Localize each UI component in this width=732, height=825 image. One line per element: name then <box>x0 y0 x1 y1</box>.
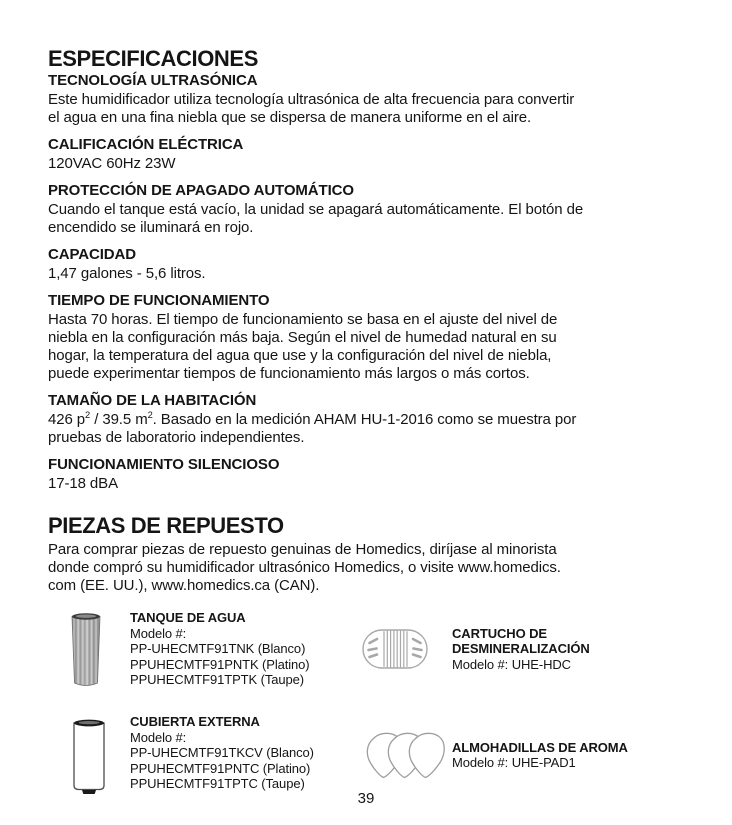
demineralization-cartridge-icon <box>362 629 452 669</box>
part-water-tank <box>70 610 362 688</box>
spec-body-line: Hasta 70 horas. El tiempo de funcionamiento se basa en el ajuste del nivel de <box>48 311 558 328</box>
section-capacity <box>48 246 692 283</box>
part-model-line: PPUHECMTF91TPTK (Taupe) <box>130 672 304 687</box>
superscript: 2 <box>85 410 91 420</box>
part-demineralization-cartridge <box>362 610 692 688</box>
replacement-parts-intro <box>48 541 692 595</box>
spec-heading: FUNCIONAMIENTO SILENCIOSO <box>48 456 280 473</box>
part-model-line: Modelo #: <box>130 625 187 641</box>
page-title: ESPECIFICACIONES <box>48 46 258 71</box>
part-outer-cover <box>70 714 362 796</box>
room-size-text: 426 p <box>48 411 86 428</box>
part-model-line: PPUHECMTF91PNTC (Platino) <box>130 760 311 776</box>
part-text <box>130 610 310 688</box>
spec-body-line: pruebas de laboratorio independientes. <box>48 429 305 446</box>
spec-body-line: puede experimentar tiempos de funcionamiento más largos o más cortos. <box>48 365 530 382</box>
intro-line: com (EE. UU.), www.homedics.ca (CAN). <box>48 577 320 594</box>
spec-body-line: Este humidificador utiliza tecnología ultrasónica de alta frecuencia para convertir <box>48 91 575 108</box>
spec-heading: TIEMPO DE FUNCIONAMIENTO <box>48 292 270 309</box>
part-name: CUBIERTA EXTERNA <box>130 714 260 729</box>
page-number: 39 <box>357 790 375 807</box>
spec-body-line: el agua en una fina niebla que se dispersa de manera uniforme en el aire. <box>48 109 532 126</box>
spec-body-line: hogar, la temperatura del agua que use y la configuración del nivel de niebla, <box>48 347 552 364</box>
spec-body-line: niebla en la configuración más baja. Según el nivel de humedad natural en su <box>48 329 557 346</box>
spec-body-line <box>48 411 692 429</box>
part-name: CARTUCHO DE DESMINERALIZACIÓN <box>452 625 590 657</box>
spec-body-line: 120VAC 60Hz 23W <box>48 155 176 172</box>
intro-line: donde compró su humidificador ultrasónico Homedics, o visite www.homedics. <box>48 559 561 576</box>
spec-body-line: encendido se iluminará en rojo. <box>48 219 254 236</box>
section-room-size <box>48 392 692 447</box>
intro-line: Para comprar piezas de repuesto genuinas de Homedics, diríjase al minorista <box>48 541 557 558</box>
section-electrical-rating <box>48 136 692 173</box>
replacement-parts-title: PIEZAS DE REPUESTO <box>48 513 284 538</box>
spec-body-line: 17-18 dBA <box>48 475 118 492</box>
spec-heading: TECNOLOGÍA ULTRASÓNICA <box>48 72 258 89</box>
part-model-line: Modelo #: <box>130 729 187 745</box>
spec-heading: TAMAÑO DE LA HABITACIÓN <box>48 392 257 409</box>
section-quiet-operation <box>48 456 692 493</box>
room-size-text: . Basado en la medición AHAM HU-1-2016 como se muestra por <box>152 411 577 428</box>
part-model-line: PP-UHECMTF91TNK (Blanco) <box>130 641 306 656</box>
part-model-line: PP-UHECMTF91TKCV (Blanco) <box>130 745 314 760</box>
part-text <box>452 626 624 673</box>
part-name: TANQUE DE AGUA <box>130 610 246 625</box>
water-tank-icon <box>70 610 130 688</box>
part-model-line: Modelo #: UHE-PAD1 <box>452 755 576 770</box>
section-run-time <box>48 292 692 383</box>
spec-heading: CAPACIDAD <box>48 246 136 263</box>
part-model-line: PPUHECMTF91PNTK (Platino) <box>130 656 310 672</box>
section-ultrasonic-technology <box>48 72 692 127</box>
spec-body-line: Cuando el tanque está vacío, la unidad se apagará automáticamente. El botón de <box>48 201 584 218</box>
part-aroma-pads <box>362 714 692 796</box>
section-auto-shutoff <box>48 182 692 237</box>
spec-heading: PROTECCIÓN DE APAGADO AUTOMÁTICO <box>48 182 354 199</box>
spec-heading: CALIFICACIÓN ELÉCTRICA <box>48 136 244 153</box>
part-text <box>452 740 628 771</box>
room-size-text: / 39.5 m <box>90 411 148 428</box>
parts-grid <box>70 610 692 796</box>
spec-body-line: 1,47 galones - 5,6 litros. <box>48 265 206 282</box>
superscript: 2 <box>147 410 153 420</box>
part-name: ALMOHADILLAS DE AROMA <box>452 739 628 755</box>
part-model-line: PPUHECMTF91TPTC (Taupe) <box>130 776 305 791</box>
part-model-line: Modelo #: UHE-HDC <box>452 656 571 672</box>
aroma-pads-icon <box>362 727 452 783</box>
part-text <box>130 714 314 792</box>
outer-cover-icon <box>70 714 130 796</box>
